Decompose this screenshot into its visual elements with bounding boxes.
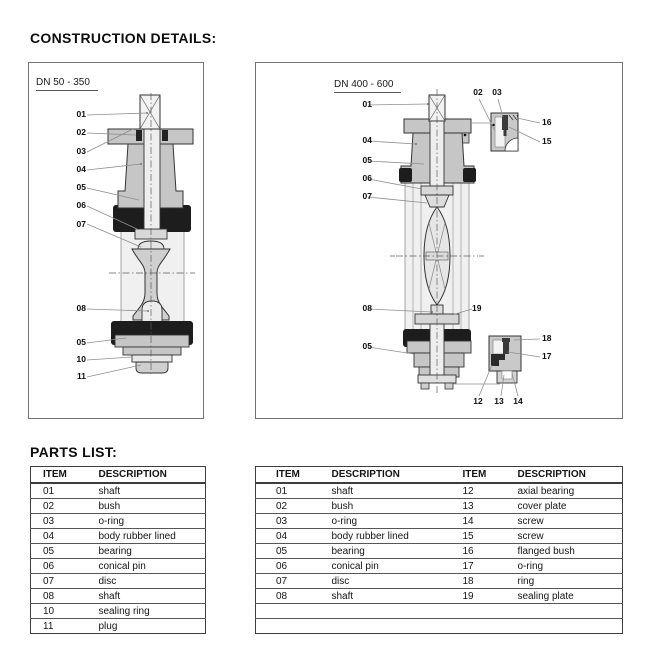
description-cell: flanged bush (508, 544, 623, 559)
description-column-header-1: DESCRIPTION (322, 467, 453, 484)
parts-list-title: PARTS LIST: (30, 444, 118, 460)
callout-right-18: 18 (542, 333, 552, 343)
callout-left-06: 06 (76, 200, 86, 210)
description-cell: shaft (322, 589, 453, 604)
table-row (256, 619, 623, 634)
callout-left-03: 03 (76, 146, 86, 156)
callout-right-02: 02 (473, 87, 483, 97)
table-row (256, 604, 623, 619)
description-cell: conical pin (87, 559, 206, 574)
bush-left (136, 130, 142, 141)
construction-details-title: CONSTRUCTION DETAILS: (30, 30, 217, 46)
item-cell: 18 (453, 574, 508, 589)
callout-left-05: 05 (76, 182, 86, 192)
item-cell: 06 (256, 559, 322, 574)
description-cell: body rubber lined (87, 529, 206, 544)
callout-right-16: 16 (542, 117, 552, 127)
description-cell: o-ring (322, 514, 453, 529)
upper-detail-inset (491, 113, 518, 151)
callout-right-13: 13 (494, 396, 504, 406)
callout-left-02: 02 (76, 127, 86, 137)
table-row (31, 483, 206, 499)
callout-right-01: 01 (362, 99, 372, 109)
item-cell: 04 (31, 529, 87, 544)
item-cell: 11 (31, 619, 87, 634)
item-cell: 17 (453, 559, 508, 574)
description-cell: disc (322, 574, 453, 589)
table-row (31, 619, 206, 634)
item-cell (453, 619, 508, 634)
valve-drawing-dn400-600 (256, 63, 621, 417)
parts-table-dn400-600 (255, 466, 623, 634)
header-row (31, 467, 206, 484)
description-cell: ring (508, 574, 623, 589)
table-row (256, 483, 623, 499)
callout-right-07: 07 (362, 191, 372, 201)
description-cell: body rubber lined (322, 529, 453, 544)
item-cell: 08 (256, 589, 322, 604)
callout-right-06: 06 (362, 173, 372, 183)
description-cell (322, 604, 453, 619)
callout-right-03: 03 (492, 87, 502, 97)
lower-collar-2 (123, 347, 181, 355)
item-cell: 16 (453, 544, 508, 559)
item-cell: 14 (453, 514, 508, 529)
callout-right-19: 19 (472, 303, 482, 313)
base-nub-left (421, 383, 429, 389)
item-cell: 10 (31, 604, 87, 619)
item-cell: 01 (256, 483, 322, 499)
callout-left-07: 07 (76, 219, 86, 229)
table-row (256, 499, 623, 514)
description-cell: bearing (322, 544, 453, 559)
description-cell: shaft (87, 589, 206, 604)
description-cell: screw (508, 529, 623, 544)
lower-collar-1 (115, 335, 189, 347)
table-row (31, 544, 206, 559)
item-cell: 06 (31, 559, 87, 574)
callout-right-05b: 05 (362, 341, 372, 351)
description-cell: conical pin (322, 559, 453, 574)
base-nub-right (445, 383, 453, 389)
item-cell: 08 (31, 589, 87, 604)
item-cell: 05 (31, 544, 87, 559)
table-row (31, 574, 206, 589)
description-cell: sealing plate (508, 589, 623, 604)
table-row (256, 589, 623, 604)
table-row (256, 544, 623, 559)
description-cell: bearing (87, 544, 206, 559)
description-cell: bush (87, 499, 206, 514)
item-cell (256, 604, 322, 619)
item-cell: 07 (31, 574, 87, 589)
table-row (31, 559, 206, 574)
diagram-panel-dn50-350 (28, 62, 204, 419)
parts-table-dn50-350 (30, 466, 206, 634)
seal-left (399, 168, 412, 182)
callout-left-04: 04 (76, 164, 86, 174)
item-cell: 02 (31, 499, 87, 514)
item-cell: 12 (453, 483, 508, 499)
description-column-header-2: DESCRIPTION (508, 467, 623, 484)
callout-right-15: 15 (542, 136, 552, 146)
diagram-panel-dn400-600 (255, 62, 623, 419)
callout-left-10: 10 (76, 354, 86, 364)
item-cell: 05 (256, 544, 322, 559)
description-cell: sealing ring (87, 604, 206, 619)
description-cell: disc (87, 574, 206, 589)
callout-right-04: 04 (362, 135, 372, 145)
table-row (256, 529, 623, 544)
table-row (256, 574, 623, 589)
table-row (31, 499, 206, 514)
callout-right-08: 08 (362, 303, 372, 313)
item-cell: 07 (256, 574, 322, 589)
description-cell: shaft (322, 483, 453, 499)
item-cell (256, 619, 322, 634)
item-cell: 13 (453, 499, 508, 514)
description-cell: bush (322, 499, 453, 514)
description-cell: shaft (87, 483, 206, 499)
header-row (256, 467, 623, 484)
flange-oring-dot (464, 134, 467, 137)
table-row (31, 589, 206, 604)
table-row (256, 559, 623, 574)
item-cell (453, 604, 508, 619)
item-cell: 04 (256, 529, 322, 544)
description-cell: cover plate (508, 499, 623, 514)
dn-range-label-left: DN 50 - 350 (36, 77, 98, 91)
bush-right (162, 130, 168, 141)
description-cell: o-ring (87, 514, 206, 529)
description-cell: o-ring (508, 559, 623, 574)
callout-right-05: 05 (362, 155, 372, 165)
description-cell (508, 604, 623, 619)
upper-shaft (144, 129, 160, 229)
item-cell: 19 (453, 589, 508, 604)
table-row (31, 604, 206, 619)
plug (136, 362, 168, 373)
valve-drawing-dn50-350 (29, 63, 202, 417)
lower-detail-inset (489, 336, 521, 383)
description-column-header: DESCRIPTION (87, 467, 206, 484)
callout-left-05b: 05 (76, 337, 86, 347)
item-cell: 15 (453, 529, 508, 544)
item-column-header: ITEM (31, 467, 87, 484)
item-column-header-1: ITEM (256, 467, 322, 484)
description-cell: plug (87, 619, 206, 634)
table-row (256, 514, 623, 529)
item-cell: 03 (256, 514, 322, 529)
seal-right (463, 168, 476, 182)
item-cell: 02 (256, 499, 322, 514)
callout-right-14: 14 (513, 396, 523, 406)
callout-left-11: 11 (77, 371, 86, 381)
sealing-ring (132, 355, 172, 362)
callout-left-01: 01 (76, 109, 86, 119)
item-cell: 01 (31, 483, 87, 499)
callout-right-17: 17 (542, 351, 552, 361)
dn-range-label-right: DN 400 - 600 (334, 79, 401, 93)
table-row (31, 514, 206, 529)
callout-right-12: 12 (473, 396, 483, 406)
item-column-header-2: ITEM (453, 467, 508, 484)
description-cell: screw (508, 514, 623, 529)
item-cell: 03 (31, 514, 87, 529)
callout-left-08: 08 (76, 303, 86, 313)
description-cell (508, 619, 623, 634)
table-row (31, 529, 206, 544)
description-cell (322, 619, 453, 634)
description-cell: axial bearing (508, 483, 623, 499)
